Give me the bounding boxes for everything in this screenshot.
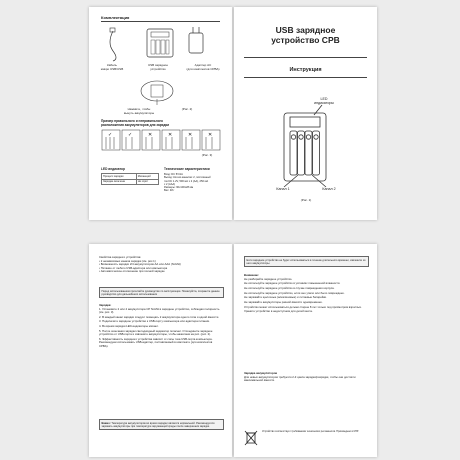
important-note: Важно: Температура аккумуляторов во время зарядки является нормальной. Рекомендуется заряжать аккумуляторы при температуре окружающей среды после завершения зарядки. [99,419,224,430]
spec-list: Вход: DC 5V/1A Выход: Кол-во каналов: 2, постоянный ток DC 1.2V, 500 мА x 2 (АА), 250 мА x 2 (ААА) Размеры: 90x100x28 мм Вес: 48 г [164,173,211,193]
features-list: Свойства зарядного устройства: • 2 независимых канала зарядки (см. рис.1) • Возможность зарядки 2/4 аккумуляторов АА или ААА (Ni-MH) • Питание от любого USB-адаптера или компьютера • Автоматическое отключение при полной зарядке [99,255,181,273]
fig1-label: (Рис. 1) [300,198,312,202]
table-row: Зарядка окончена Не горит [102,179,159,185]
footer-text: Устройство соответствует требованиям технических регламентов. Произведено в КНР. [262,430,359,433]
read-manual-note: Перед использованием прочитайте руководство по эксплуатации. Пожалуйста, сохраните данное руководство для дальнейшего использования [99,287,224,298]
cover-title: USB зарядное устройство CPB [271,25,340,45]
battery-removal-illustration [135,79,179,107]
charger-diagram [270,103,342,199]
charger-display [290,117,320,127]
fig2-label: (Рис. 2) [181,107,193,111]
usb-cable-icon [110,31,116,61]
cross-icon: ✕ [168,132,173,138]
placement-examples [101,129,221,151]
table-row: Процесс зарядки Мигающий [102,174,159,180]
charging-section: Зарядка: 1. Установите 2 или 4 аккумулятора CP Ni-MH в зарядное устройство, соблюдая полярность (см. рис. 3). 2. В каждый канал зарядки следует помещать 2 аккумулятора одного типа и одной ёмкости. 3. Подключите зарядное устройство к USB-порту компьютера или адаптера питания. 4. Во время зарядки LED-индикаторы мигают. 5. После окончания зарядки светодиодный индикатор погаснет. Отсоедините зарядное устройство от USB-порта и извлеките аккумуляторы, чтобы нажатием на рис. (рис. 2). 6. Эффективность зарядного устройства зависит от силы тока USB-порта компьютера. Рекомендуем использовать USB-адаптер, поставляемый в комплекте (для комплектов CPBA). [99,303,220,348]
device-label: USB зарядное устройство [147,63,169,71]
cross-icon: ✕ [208,132,213,138]
channel1-label: Канал 1 [276,187,290,191]
weee-bin-icon [244,430,258,446]
page-instructions [89,244,232,457]
press-label: Нажмите, чтобы вынуть аккумуляторы [123,107,155,115]
placement-title: Пример правильного и неправильного расположения аккумуляторов для зарядки [101,119,170,127]
led-title: LED индикатор [101,167,125,171]
page-warnings [234,244,377,457]
caution-section: Внимание: Не разбирайте зарядное устройство. Не используйте зарядное устройство в условиях повышенной влажности. Не используйте зарядное устройство в случае повреждения корпуса. Не используйте зарядное устройство, если оно упало или было повреждено. Не заряжайте щелочные (алкалиновые) и литиевые батарейки. Не заряжайте аккумуляторы разной ёмкости одновременно. Устройство может использоваться детьми старше 8 лет только под присмотром взрослых. Храните устройство в недоступном для детей месте. [244,273,362,314]
channel2-label: Канал 2 [322,187,336,191]
led-table [101,173,159,185]
hand-press-icon [141,81,173,101]
battery-section: Зарядка аккумуляторов Для новых аккумуляторов требуется 2-3 цикла зарядки/разрядки, чтобы они достигли максимальной ёмкости. [244,371,356,382]
check-icon: ✓ [108,132,113,138]
adapter-label: Адаптер AC (для комплектов CPBA) [186,63,220,71]
check-icon: ✓ [128,132,133,138]
led-indicators-label: LED индикаторы [314,97,334,106]
spec-title: Технические характеристики [164,167,210,171]
kit-rule [101,21,220,22]
kit-title: Комплектация [101,15,130,20]
page-cover [234,7,377,220]
cross-icon: ✕ [148,132,153,138]
cover-rule-top [244,57,367,58]
kit-illustration [103,27,218,63]
storage-note: Если зарядное устройство не будет использоваться в течение длительного времени, извлеките из него аккумуляторы. [244,256,369,267]
page-kit-and-specs [89,7,232,220]
cross-icon: ✕ [188,132,193,138]
cover-subtitle: Инструкция [289,67,322,73]
ac-adapter-icon [189,33,203,53]
fig3-label: (Рис. 3) [201,153,213,157]
cable-label: Кабель микро USB/USB [100,63,124,71]
cover-rule-bottom [244,77,367,78]
